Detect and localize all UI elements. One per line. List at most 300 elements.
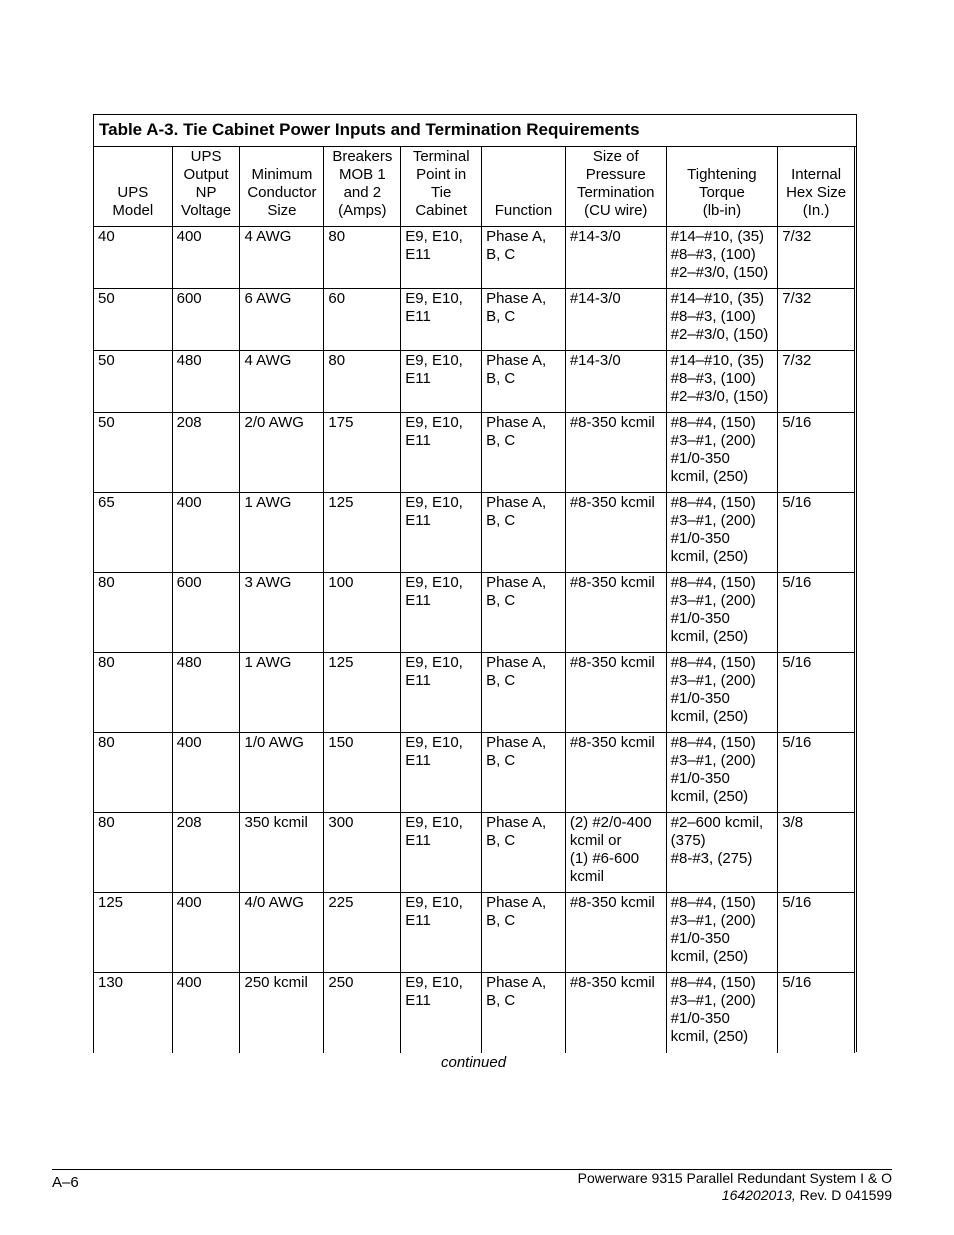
table-cell: [666, 289, 778, 351]
cell-line: kcmil, (250): [670, 548, 749, 565]
header-line: (lb-in): [702, 202, 742, 219]
table-cell: [240, 893, 324, 973]
cell-line: 7/32: [782, 290, 812, 307]
cell-line: B, C: [486, 912, 516, 929]
table-row: [94, 893, 855, 973]
cell-line: kcmil, (250): [670, 628, 749, 645]
table-cell: [240, 493, 324, 573]
cell-line: 80: [98, 734, 115, 751]
header-line: Model: [112, 202, 154, 219]
table-cell: [482, 413, 566, 493]
cell-line: 400: [176, 734, 202, 751]
table-cell: [324, 733, 401, 813]
cell-line: 50: [98, 290, 115, 307]
cell-line: Phase A,: [486, 494, 547, 511]
cell-line: 4 AWG: [244, 228, 292, 245]
table-cell: [172, 733, 240, 813]
cell-line: #3–#1, (200): [670, 512, 756, 529]
cell-line: 5/16: [782, 494, 812, 511]
revision: Rev. D 041599: [795, 1187, 892, 1203]
cell-line: 3/8: [782, 814, 804, 831]
cell-line: #2–#3/0, (150): [670, 264, 769, 281]
header-line: Hex Size: [786, 184, 847, 201]
cell-line: B, C: [486, 370, 516, 387]
table-cell: [666, 653, 778, 733]
table-cell: [172, 351, 240, 413]
table-cell: [565, 893, 666, 973]
table-cell: [565, 733, 666, 813]
cell-line: 5/16: [782, 974, 812, 991]
column-header: [666, 147, 778, 227]
table-row: [94, 413, 855, 493]
table-row: [94, 653, 855, 733]
cell-line: Phase A,: [486, 894, 547, 911]
cell-line: Phase A,: [486, 814, 547, 831]
cell-line: #8-#3, (275): [670, 850, 753, 867]
column-header: [172, 147, 240, 227]
cell-line: #14–#10, (35): [670, 290, 765, 307]
cell-line: 7/32: [782, 228, 812, 245]
cell-line: 600: [176, 290, 202, 307]
footer-doc-title: Powerware 9315 Parallel Redundant System I & O: [577, 1170, 892, 1186]
cell-line: B, C: [486, 672, 516, 689]
table-cell: [172, 653, 240, 733]
table-cell: [666, 493, 778, 573]
table-row: [94, 493, 855, 573]
table-cell: [666, 733, 778, 813]
table-cell: [565, 653, 666, 733]
table-cell: [401, 351, 482, 413]
cell-line: E11: [405, 832, 431, 849]
cell-line: 5/16: [782, 894, 812, 911]
cell-line: 1 AWG: [244, 494, 292, 511]
cell-line: E9, E10,: [405, 814, 463, 831]
table-cell: [482, 573, 566, 653]
cell-line: #1/0-350: [670, 1010, 730, 1027]
cell-line: kcmil, (250): [670, 1028, 749, 1045]
cell-line: Phase A,: [486, 414, 547, 431]
cell-line: Phase A,: [486, 290, 547, 307]
cell-line: Phase A,: [486, 974, 547, 991]
cell-line: 80: [98, 814, 115, 831]
cell-line: #1/0-350: [670, 450, 730, 467]
table-cell: [172, 413, 240, 493]
cell-line: 250: [328, 974, 354, 991]
table-cell: [172, 573, 240, 653]
doc-number: 164202013,: [721, 1187, 796, 1203]
cell-line: E9, E10,: [405, 574, 463, 591]
table-row: [94, 973, 855, 1053]
cell-line: 400: [176, 974, 202, 991]
column-header: [401, 147, 482, 227]
cell-line: 208: [176, 414, 202, 431]
table-cell: [778, 573, 855, 653]
table-cell: [482, 351, 566, 413]
table-cell: [778, 351, 855, 413]
header-line: Size of: [592, 148, 639, 165]
table-cell: [778, 893, 855, 973]
cell-line: E9, E10,: [405, 228, 463, 245]
cell-line: #3–#1, (200): [670, 752, 756, 769]
table-cell: [324, 893, 401, 973]
cell-line: 480: [176, 654, 202, 671]
table-cell: [778, 289, 855, 351]
cell-line: #8-350 kcmil: [569, 654, 655, 671]
cell-line: E11: [405, 308, 431, 325]
cell-line: 600: [176, 574, 202, 591]
table-cell: [240, 733, 324, 813]
cell-line: E11: [405, 246, 431, 263]
cell-line: B, C: [486, 592, 516, 609]
table-cell: [482, 813, 566, 893]
table-cell: [482, 733, 566, 813]
table-cell: [401, 413, 482, 493]
cell-line: #3–#1, (200): [670, 592, 756, 609]
cell-line: B, C: [486, 308, 516, 325]
cell-line: E9, E10,: [405, 734, 463, 751]
table-cell: [324, 227, 401, 289]
header-line: Tightening: [687, 166, 757, 183]
cell-line: 130: [98, 974, 124, 991]
cell-line: 175: [328, 414, 354, 431]
cell-line: #8–#4, (150): [670, 414, 756, 431]
cell-line: B, C: [486, 512, 516, 529]
table-cell: [94, 973, 173, 1053]
continued-note: continued: [441, 1054, 507, 1071]
header-line: Function: [494, 202, 553, 219]
cell-line: #8–#3, (100): [670, 308, 756, 325]
table-cell: [240, 653, 324, 733]
table-cell: [778, 733, 855, 813]
header-line: UPS: [117, 184, 149, 201]
cell-line: 300: [328, 814, 354, 831]
header-line: Conductor: [247, 184, 317, 201]
cell-line: Phase A,: [486, 228, 547, 245]
table-cell: [778, 227, 855, 289]
cell-line: 5/16: [782, 414, 812, 431]
cell-line: E11: [405, 672, 431, 689]
cell-line: #8–#4, (150): [670, 494, 756, 511]
cell-line: #14-3/0: [569, 228, 621, 245]
table-cell: [324, 653, 401, 733]
cell-line: Phase A,: [486, 352, 547, 369]
table-cell: [401, 227, 482, 289]
cell-line: #8–#3, (100): [670, 370, 756, 387]
header-line: Torque: [698, 184, 745, 201]
table-title: Table A-3. Tie Cabinet Power Inputs and Termination Requirements: [94, 115, 856, 147]
cell-line: #8–#4, (150): [670, 734, 756, 751]
cell-line: #8-350 kcmil: [569, 734, 655, 751]
cell-line: kcmil, (250): [670, 468, 749, 485]
cell-line: #14–#10, (35): [670, 228, 765, 245]
header-line: and 2: [343, 184, 382, 201]
table-cell: [240, 413, 324, 493]
table-cell: [666, 351, 778, 413]
table-cell: [94, 413, 173, 493]
cell-line: kcmil, (250): [670, 708, 749, 725]
table-cell: [172, 493, 240, 573]
table-cell: [240, 351, 324, 413]
table-body: [94, 227, 855, 1053]
table-cell: [172, 227, 240, 289]
cell-line: 1/0 AWG: [244, 734, 304, 751]
header-line: UPS: [190, 148, 222, 165]
table-cell: [401, 493, 482, 573]
table-cell: [94, 573, 173, 653]
cell-line: #8–#4, (150): [670, 574, 756, 591]
table-cell: [482, 893, 566, 973]
table-cell: [565, 493, 666, 573]
cell-line: #1/0-350: [670, 530, 730, 547]
cell-line: 208: [176, 814, 202, 831]
table-cell: [778, 493, 855, 573]
cell-line: #1/0-350: [670, 690, 730, 707]
table-cell: [565, 289, 666, 351]
table-cell: [324, 413, 401, 493]
header-row: [94, 147, 855, 227]
table-cell: [666, 573, 778, 653]
table-row: [94, 813, 855, 893]
table-cell: [778, 973, 855, 1053]
cell-line: E9, E10,: [405, 352, 463, 369]
header-line: MOB 1: [339, 166, 386, 183]
table-cell: [778, 413, 855, 493]
cell-line: B, C: [486, 832, 516, 849]
cell-line: #2–#3/0, (150): [670, 326, 769, 343]
cell-line: 80: [328, 352, 346, 369]
table-cell: [240, 973, 324, 1053]
header-line: Internal: [791, 166, 842, 183]
cell-line: kcmil or: [569, 832, 622, 849]
table-row: [94, 227, 855, 289]
cell-line: E9, E10,: [405, 290, 463, 307]
cell-line: kcmil: [569, 868, 605, 885]
cell-line: 400: [176, 494, 202, 511]
table-cell: [401, 573, 482, 653]
cell-line: Phase A,: [486, 734, 547, 751]
cell-line: 125: [98, 894, 124, 911]
table-cell: [94, 493, 173, 573]
header-line: Size: [267, 202, 297, 219]
cell-line: E9, E10,: [405, 494, 463, 511]
table-cell: [565, 413, 666, 493]
cell-line: #1/0-350: [670, 770, 730, 787]
table-cell: [565, 351, 666, 413]
footer-doc-number: [722, 1187, 892, 1203]
cell-line: #3–#1, (200): [670, 672, 756, 689]
cell-line: #1/0-350: [670, 610, 730, 627]
cell-line: #8-350 kcmil: [569, 414, 655, 431]
table-cell: [94, 733, 173, 813]
header-line: Output: [183, 166, 229, 183]
header-line: Breakers: [332, 148, 393, 165]
cell-line: 6 AWG: [244, 290, 292, 307]
header-line: Termination: [576, 184, 655, 201]
table-cell: [94, 227, 173, 289]
cell-line: #8–#4, (150): [670, 894, 756, 911]
table-cell: [94, 289, 173, 351]
cell-line: B, C: [486, 246, 516, 263]
header-line: (In.): [802, 202, 830, 219]
page-number: A–6: [52, 1174, 79, 1191]
table-cell: [172, 289, 240, 351]
cell-line: 80: [328, 228, 346, 245]
cell-line: #8-350 kcmil: [569, 974, 655, 991]
cell-line: #14–#10, (35): [670, 352, 765, 369]
cell-line: #3–#1, (200): [670, 432, 756, 449]
table-cell: [565, 227, 666, 289]
cell-line: 225: [328, 894, 354, 911]
column-header: [240, 147, 324, 227]
table-cell: [666, 973, 778, 1053]
cell-line: 125: [328, 494, 354, 511]
table-cell: [778, 653, 855, 733]
table-row: [94, 289, 855, 351]
table-cell: [240, 813, 324, 893]
cell-line: 60: [328, 290, 346, 307]
cell-line: E11: [405, 370, 431, 387]
table-cell: [94, 351, 173, 413]
table-cell: [482, 227, 566, 289]
cell-line: 50: [98, 352, 115, 369]
table-cell: [666, 413, 778, 493]
cell-line: 4 AWG: [244, 352, 292, 369]
cell-line: 5/16: [782, 574, 812, 591]
cell-line: 65: [98, 494, 115, 511]
cell-line: E11: [405, 512, 431, 529]
table-cell: [324, 493, 401, 573]
column-header: [778, 147, 855, 227]
cell-line: (1) #6-600: [569, 850, 640, 867]
cell-line: 80: [98, 574, 115, 591]
cell-line: Phase A,: [486, 654, 547, 671]
cell-line: kcmil, (250): [670, 788, 749, 805]
table-cell: [401, 653, 482, 733]
cell-line: #14-3/0: [569, 352, 621, 369]
cell-line: 400: [176, 894, 202, 911]
cell-line: #8–#4, (150): [670, 654, 756, 671]
cell-line: #8-350 kcmil: [569, 894, 655, 911]
cell-line: B, C: [486, 992, 516, 1009]
cell-line: #2–600 kcmil,: [670, 814, 764, 831]
cell-line: B, C: [486, 432, 516, 449]
cell-line: 400: [176, 228, 202, 245]
header-line: (CU wire): [584, 202, 648, 219]
table-cell: [240, 289, 324, 351]
table-cell: [666, 813, 778, 893]
cell-line: 125: [328, 654, 354, 671]
table-cell: [324, 573, 401, 653]
table-cell: [324, 973, 401, 1053]
column-header: [565, 147, 666, 227]
cell-line: kcmil, (250): [670, 948, 749, 965]
table-cell: [666, 893, 778, 973]
table-cell: [94, 893, 173, 973]
cell-line: 5/16: [782, 734, 812, 751]
cell-line: 1 AWG: [244, 654, 292, 671]
table-cell: [172, 893, 240, 973]
cell-line: #1/0-350: [670, 930, 730, 947]
termination-table: [93, 146, 855, 1053]
cell-line: 350 kcmil: [244, 814, 308, 831]
table-cell: [324, 813, 401, 893]
cell-line: 40: [98, 228, 115, 245]
cell-line: 2/0 AWG: [244, 414, 304, 431]
cell-line: 100: [328, 574, 354, 591]
table-cell: [94, 813, 173, 893]
cell-line: #14-3/0: [569, 290, 621, 307]
header-line: (Amps): [338, 202, 387, 219]
cell-line: 480: [176, 352, 202, 369]
table-cell: [172, 813, 240, 893]
cell-line: E9, E10,: [405, 974, 463, 991]
cell-line: 4/0 AWG: [244, 894, 304, 911]
cell-line: B, C: [486, 752, 516, 769]
cell-line: E11: [405, 592, 431, 609]
table-cell: [401, 973, 482, 1053]
cell-line: E9, E10,: [405, 414, 463, 431]
cell-line: E11: [405, 752, 431, 769]
cell-line: 7/32: [782, 352, 812, 369]
cell-line: 150: [328, 734, 354, 751]
column-header: [94, 147, 173, 227]
header-line: Terminal: [412, 148, 470, 165]
table-cell: [324, 351, 401, 413]
table-row: [94, 351, 855, 413]
table-cell: [401, 733, 482, 813]
table-row: [94, 733, 855, 813]
header-line: Minimum: [251, 166, 313, 183]
cell-line: #8–#3, (100): [670, 246, 756, 263]
cell-line: (2) #2/0-400: [569, 814, 652, 831]
table-cell: [666, 227, 778, 289]
cell-line: #8–#4, (150): [670, 974, 756, 991]
cell-line: Phase A,: [486, 574, 547, 591]
cell-line: #8-350 kcmil: [569, 574, 655, 591]
table-frame: [93, 114, 857, 1052]
cell-line: E9, E10,: [405, 654, 463, 671]
table-cell: [401, 893, 482, 973]
header-line: Tie: [431, 184, 452, 201]
table-cell: [565, 573, 666, 653]
table-cell: [240, 227, 324, 289]
cell-line: 3 AWG: [244, 574, 292, 591]
table-cell: [565, 813, 666, 893]
table-cell: [482, 289, 566, 351]
column-header: [482, 147, 566, 227]
table-cell: [778, 813, 855, 893]
cell-line: E11: [405, 432, 431, 449]
cell-line: (375): [670, 832, 706, 849]
table-cell: [401, 289, 482, 351]
cell-line: E11: [405, 912, 431, 929]
table-cell: [565, 973, 666, 1053]
cell-line: #3–#1, (200): [670, 992, 756, 1009]
cell-line: 80: [98, 654, 115, 671]
cell-line: E11: [405, 992, 431, 1009]
header-line: Cabinet: [415, 202, 468, 219]
table-cell: [172, 973, 240, 1053]
cell-line: 5/16: [782, 654, 812, 671]
table-cell: [482, 973, 566, 1053]
table-cell: [324, 289, 401, 351]
table-cell: [482, 493, 566, 573]
header-line: Pressure: [585, 166, 646, 183]
table-cell: [401, 813, 482, 893]
column-header: [324, 147, 401, 227]
cell-line: #2–#3/0, (150): [670, 388, 769, 405]
cell-line: #3–#1, (200): [670, 912, 756, 929]
